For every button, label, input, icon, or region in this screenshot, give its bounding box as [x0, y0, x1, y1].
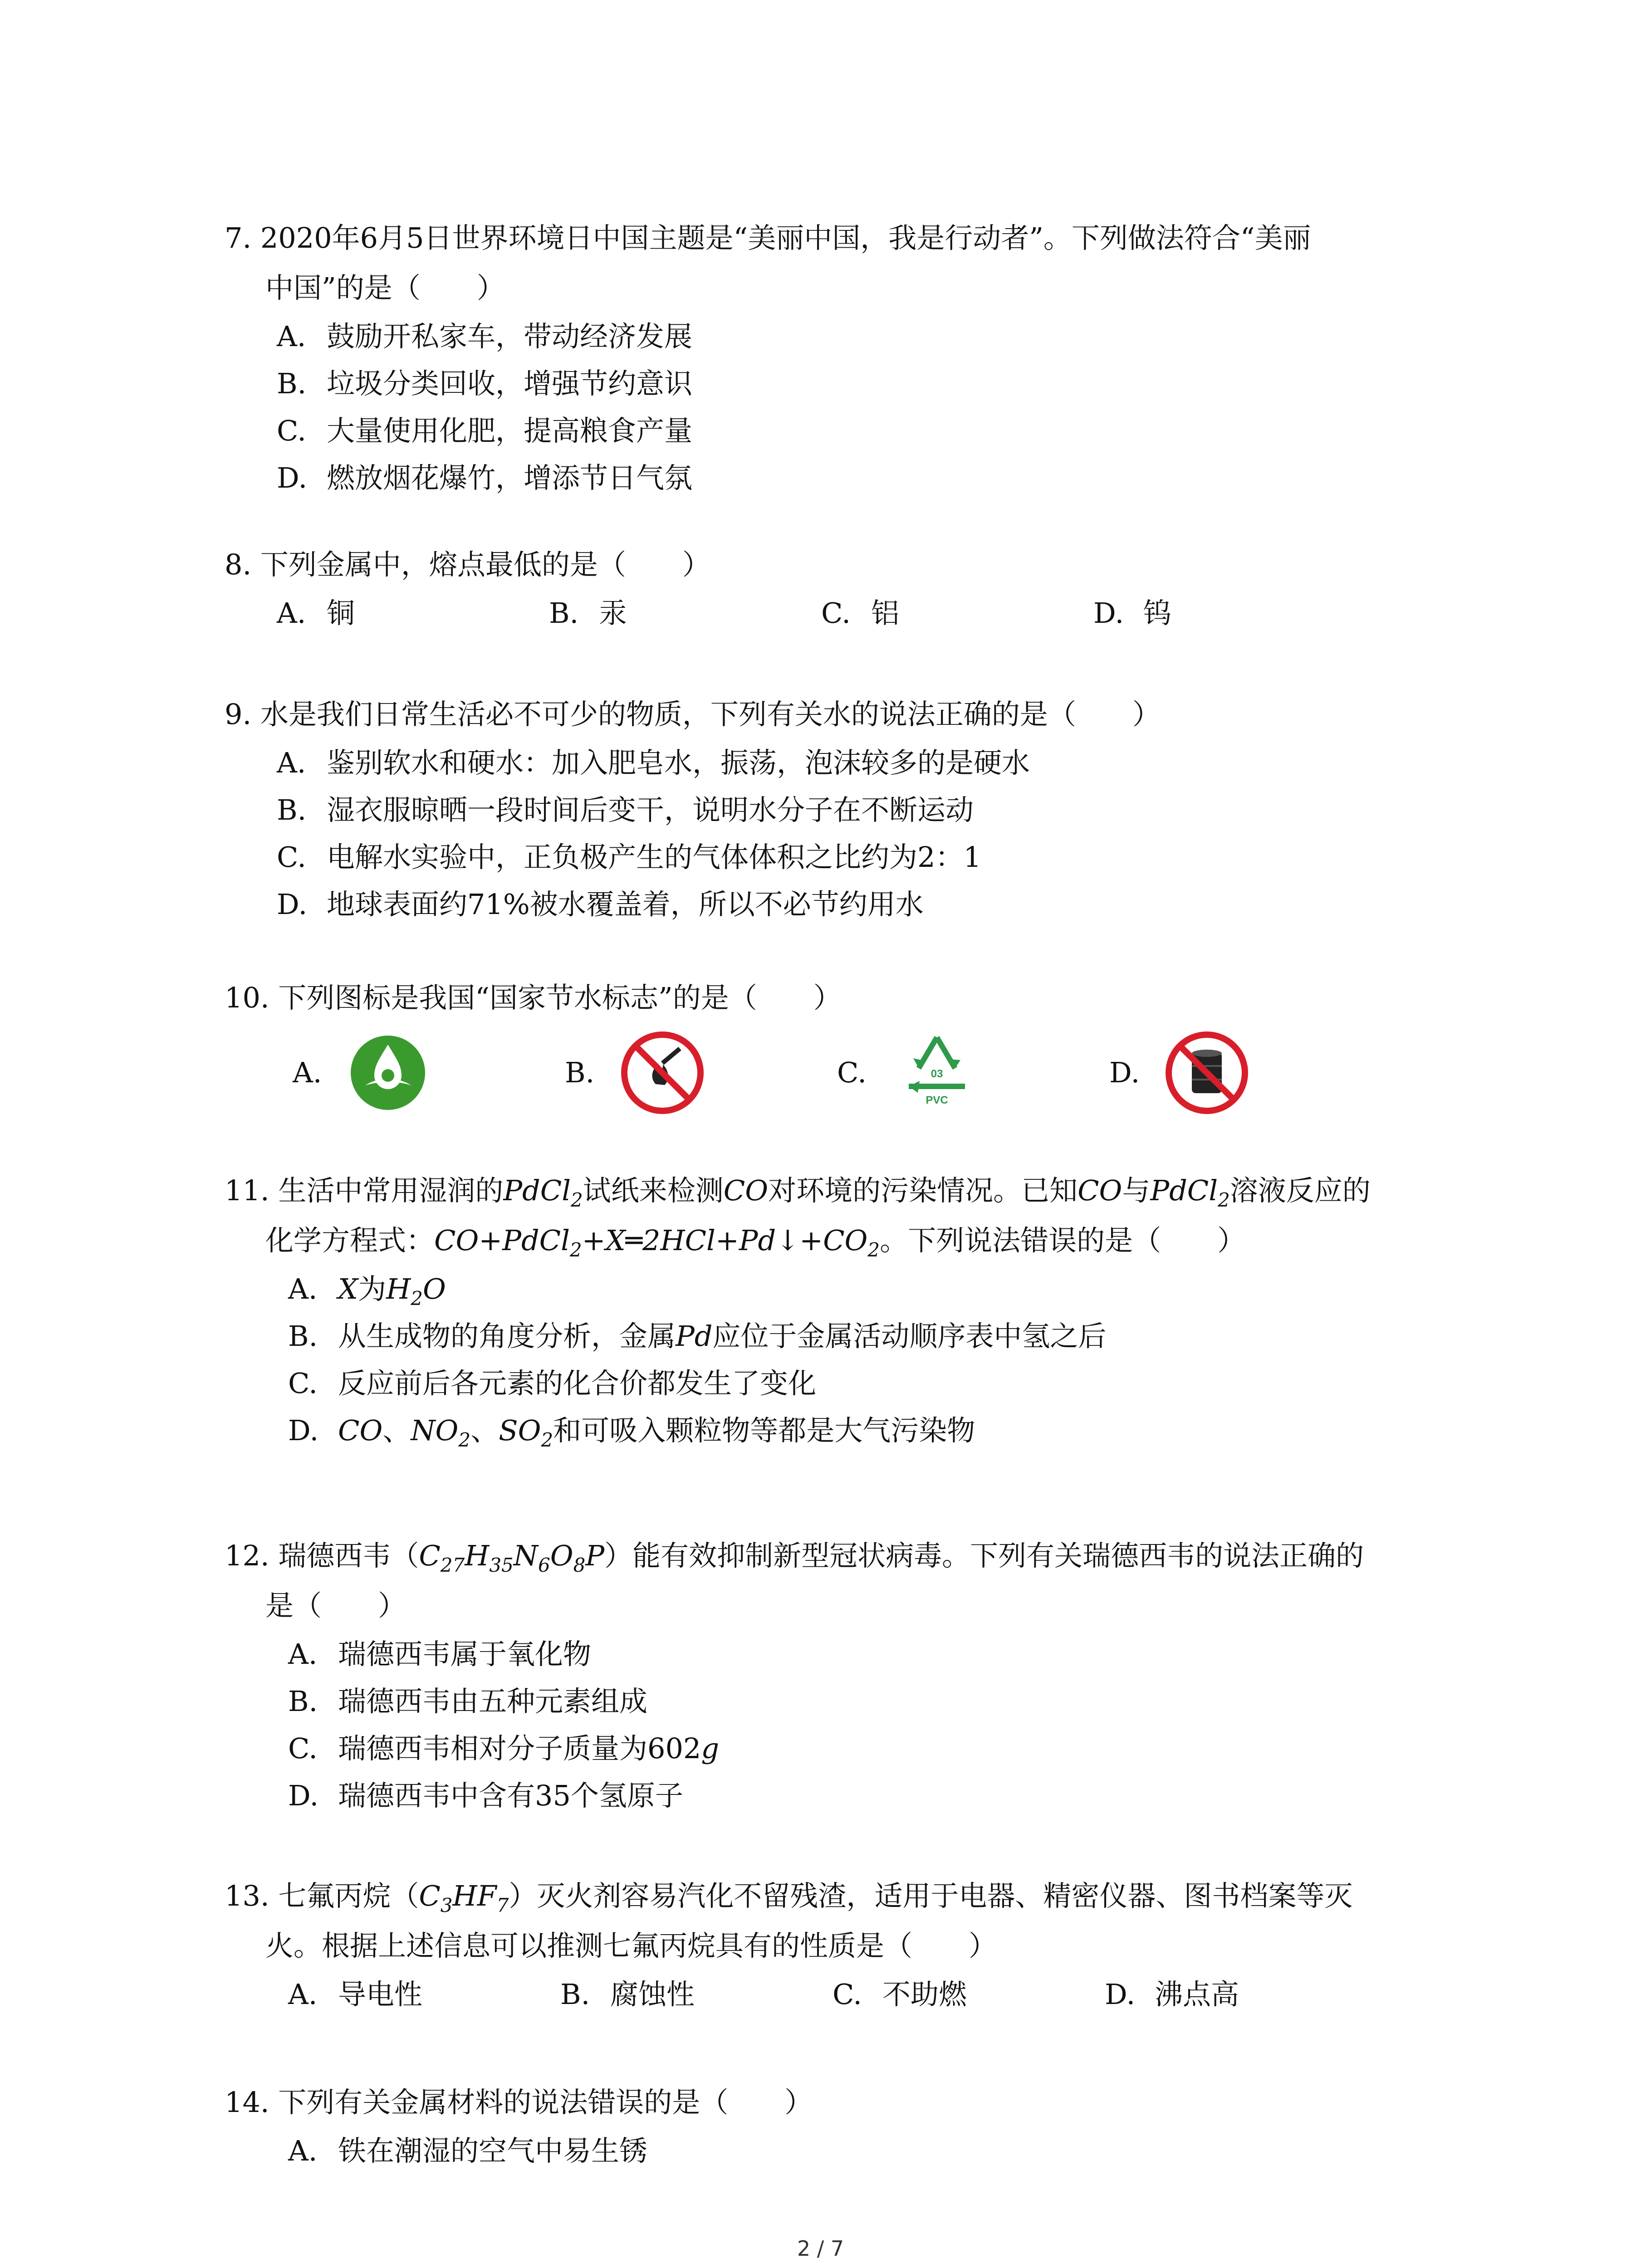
page-number: 2 / 7 — [797, 2236, 844, 2261]
question-8-option-b[interactable]: B. 汞 — [549, 596, 627, 630]
recycle-code: 03 — [931, 1068, 943, 1080]
question-11 — [225, 1166, 1450, 1454]
question-12-stem-line1: 12. 瑞德西韦$(C_{27}H_{35}N_6O_8P)$能有效抑制新型冠状病毒。下列有关瑞德西韦的说法正确的 — [225, 1539, 1364, 1576]
question-7-option-d[interactable]: D. 燃放烟花爆竹，增添节日气氛 — [277, 461, 693, 494]
recycle-pvc-label: PVC — [926, 1094, 948, 1106]
question-12-stem-cont: 是（ ） — [265, 1589, 407, 1622]
question-8-option-a[interactable]: A. 铜 — [277, 596, 355, 630]
question-8-option-c[interactable]: C. 铝 — [821, 596, 900, 630]
question-9-option-d[interactable]: D. 地球表面约71%被水覆盖着，所以不必节约用水 — [277, 888, 924, 921]
no-barrel-icon — [1164, 1030, 1250, 1116]
question-11-stem-line2: 化学方程式：$CO+PdCl_2+X═2HCl+Pd↓+CO_2$。下列说法错误的是（ ） — [265, 1224, 1246, 1261]
question-12 — [225, 1531, 1450, 1819]
question-12-option-a[interactable]: A. 瑞德西韦属于氧化物 — [288, 1637, 592, 1671]
question-9-option-a[interactable]: A. 鉴别软水和硬水：加入肥皂水，振荡，泡沫较多的是硬水 — [277, 746, 1030, 779]
question-10-stem: 10. 下列图标是我国“国家节水标志”的是（ ） — [225, 981, 842, 1014]
no-fire-icon — [619, 1030, 705, 1116]
question-14 — [225, 2077, 1450, 2175]
question-7-option-b[interactable]: B. 垃圾分类回收，增强节约意识 — [277, 367, 693, 400]
question-8 — [225, 540, 1450, 637]
question-13 — [225, 1871, 1450, 2018]
question-7-option-a[interactable]: A. 鼓励开私家车，带动经济发展 — [277, 320, 693, 353]
question-11-option-c[interactable]: C. 反应前后各元素的化合价都发生了变化 — [288, 1367, 817, 1400]
question-9 — [225, 689, 1450, 928]
question-13-option-d[interactable]: D. 沸点高 — [1105, 1978, 1239, 2011]
water-saving-icon — [347, 1032, 429, 1114]
question-13-stem-line1: 13. 七氟丙烷$(C_3HF_7)$灭火剂容易汽化不留残渣，适用于电器、精密仪器、图书档案等灭 — [225, 1879, 1353, 1916]
question-13-option-c[interactable]: C. 不助燃 — [833, 1978, 967, 2011]
question-7-option-c[interactable]: C. 大量使用化肥，提高粮食产量 — [277, 414, 693, 447]
question-14-option-a[interactable]: A. 铁在潮湿的空气中易生锈 — [288, 2134, 648, 2167]
question-8-option-d[interactable]: D. 钨 — [1093, 596, 1172, 630]
recycle-pvc-icon — [892, 1027, 982, 1118]
question-9-option-b[interactable]: B. 湿衣服晾晒一段时间后变干，说明水分子在不断运动 — [277, 793, 974, 826]
question-10-option-a[interactable]: A. — [293, 1032, 565, 1114]
question-11-option-a[interactable]: A. X为$H_2O$ — [288, 1272, 446, 1310]
question-7-stem-cont: 中国”的是（ ） — [265, 271, 505, 304]
question-10-option-d[interactable]: D. — [1109, 1030, 1381, 1116]
question-11-option-b[interactable]: B. 从生成物的角度分析，金属Pd应位于金属活动顺序表中氢之后 — [288, 1320, 1107, 1353]
question-12-option-d[interactable]: D. 瑞德西韦中含有35个氢原子 — [288, 1779, 683, 1812]
question-7-stem: 7. 2020年6月5日世界环境日中国主题是“美丽中国，我是行动者”。下列做法符合“美丽 — [225, 221, 1311, 254]
question-8-stem: 8. 下列金属中，熔点最低的是（ ） — [225, 548, 710, 581]
question-9-stem: 9. 水是我们日常生活必不可少的物质，下列有关水的说法正确的是（ ） — [225, 698, 1161, 731]
question-13-stem-cont: 火。根据上述信息可以推测七氟丙烷具有的性质是（ ） — [265, 1929, 997, 1962]
question-10-option-b[interactable]: B. — [565, 1030, 837, 1116]
question-14-stem: 14. 下列有关金属材料的说法错误的是（ ） — [225, 2086, 813, 2119]
question-11-option-d[interactable]: D. CO、$NO_2$、$SO_2$和可吸入颗粒物等都是大气污染物 — [288, 1414, 975, 1451]
question-13-option-b[interactable]: B. 腐蚀性 — [560, 1978, 695, 2011]
question-10 — [225, 973, 1450, 1123]
question-11-stem-line1: 11. 生活中常用湿润的PdCl$_2$试纸来检测CO对环境的污染情况。已知CO与PdCl$_2$溶液反应的 — [225, 1174, 1371, 1211]
question-13-option-a[interactable]: A. 导电性 — [288, 1978, 423, 2011]
question-10-option-c[interactable]: C. 03 PVC — [837, 1027, 1109, 1118]
question-7 — [225, 213, 1450, 502]
question-12-option-b[interactable]: B. 瑞德西韦由五种元素组成 — [288, 1685, 648, 1718]
question-12-option-c[interactable]: C. 瑞德西韦相对分子质量为602g — [288, 1732, 720, 1765]
question-9-option-c[interactable]: C. 电解水实验中，正负极产生的气体体积之比约为2：1 — [277, 841, 981, 874]
